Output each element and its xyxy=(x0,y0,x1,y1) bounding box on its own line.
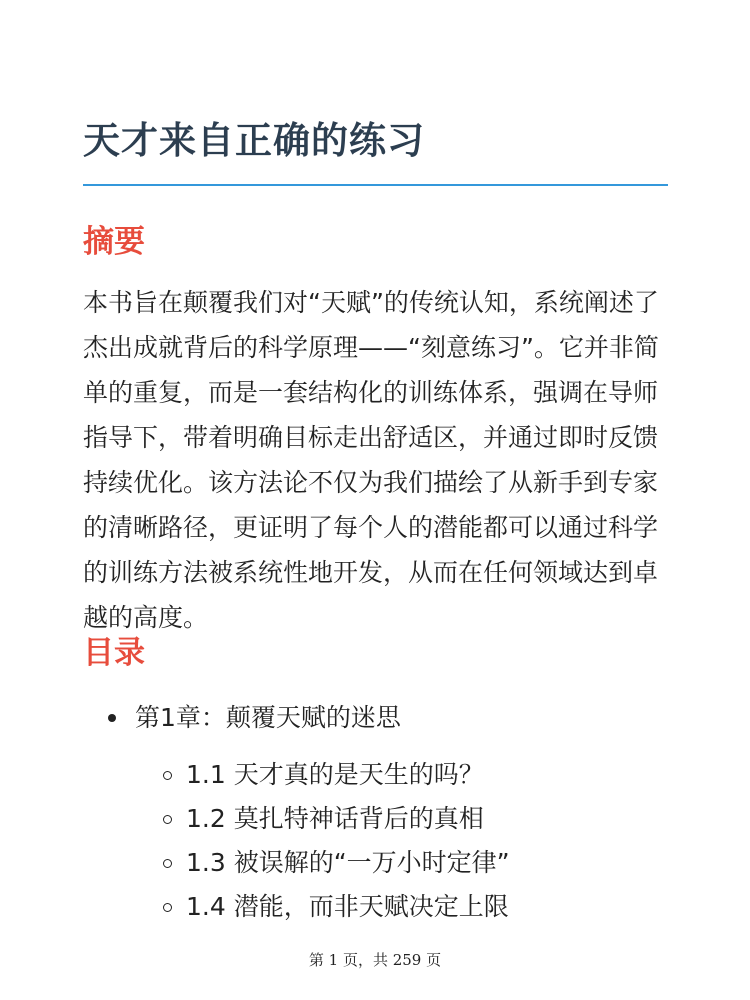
toc-section-item xyxy=(163,843,510,883)
bullet-circle-icon xyxy=(163,815,172,824)
bullet-circle-icon xyxy=(163,903,172,912)
abstract-heading: 摘要 xyxy=(83,224,145,260)
bullet-circle-icon xyxy=(163,771,172,780)
page-title: 天才来自正确的练习 xyxy=(83,119,425,162)
toc-section-item xyxy=(163,887,509,927)
toc-section-item xyxy=(163,755,484,795)
toc-section-label: 1.4 潜能，而非天赋决定上限 xyxy=(186,892,509,921)
title-divider xyxy=(83,184,668,186)
page-number-footer: 第 1 页，共 259 页 xyxy=(308,951,442,969)
toc-chapter-item xyxy=(108,698,401,738)
abstract-paragraph: 本书旨在颠覆我们对“天赋”的传统认知，系统阐述了杰出成就背后的科学原理——“刻意练习”。它并非简单的重复，而是一套结构化的训练体系，强调在导师指导下，带着明确目标走出舒适区，并通过即时反馈持续优化。该方法论不仅为我们描绘了从新手到专家的清晰路径，更证明了每个人的潜能都可以通过科学的训练方法被系统性地开发，从而在任何领域达到卓越的高度。 xyxy=(83,288,659,632)
toc-section-label: 1.1 天才真的是天生的吗？ xyxy=(186,760,484,789)
toc-section-label: 1.2 莫扎特神话背后的真相 xyxy=(186,804,484,833)
toc-heading: 目录 xyxy=(83,635,145,671)
toc-chapter-label: 第1章：颠覆天赋的迷思 xyxy=(135,703,401,732)
bullet-disc-icon xyxy=(108,714,116,722)
toc-section-label: 1.3 被误解的“一万小时定律” xyxy=(186,848,510,877)
bullet-circle-icon xyxy=(163,859,172,868)
toc-section-item xyxy=(163,799,484,839)
